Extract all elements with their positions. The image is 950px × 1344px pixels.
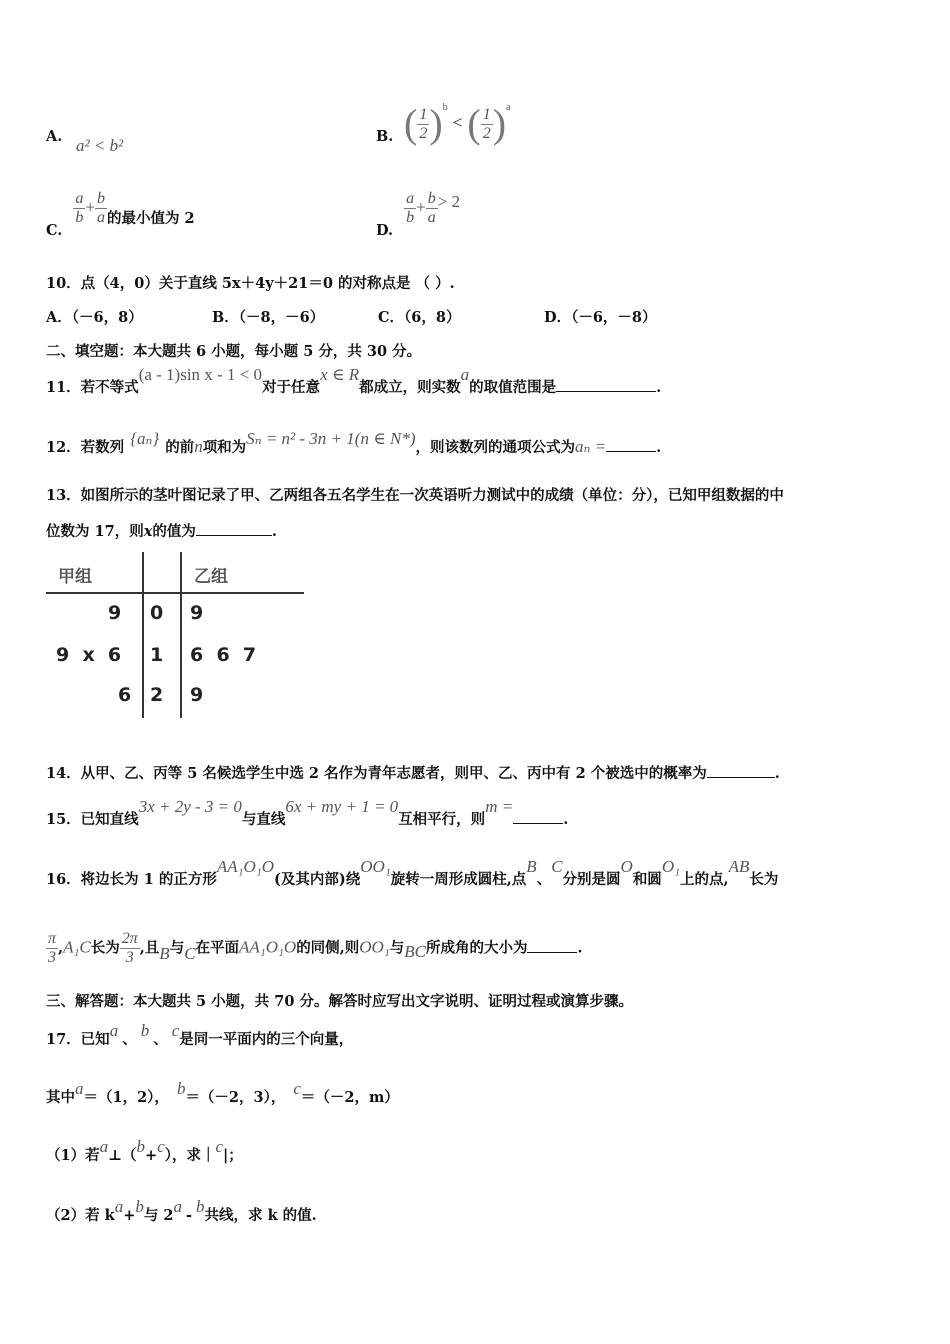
q9-option-a-expr: a² < b²	[76, 136, 124, 155]
text-span: 、	[122, 1031, 137, 1048]
answer-blank	[513, 809, 563, 824]
text-span: n	[194, 437, 203, 456]
text-span: ⊥（	[108, 1147, 137, 1164]
text-span: ＝（1，2），	[83, 1089, 169, 1106]
text-span: 3x + 2y - 3 = 0	[138, 797, 242, 816]
fraction	[120, 930, 140, 967]
fraction	[95, 190, 107, 227]
text-span: （1）若	[46, 1147, 100, 1164]
text-span: a	[99, 1137, 109, 1156]
text-span: 所成角的大小为	[425, 939, 528, 957]
q17-stem	[46, 1021, 354, 1049]
text-span: .	[271, 523, 277, 540]
text-span: a	[173, 1197, 182, 1216]
text-span: BC	[404, 941, 426, 961]
q17-part2	[46, 1197, 317, 1225]
text-span: 都成立，则实数	[359, 379, 461, 396]
text-span: a	[114, 1197, 124, 1216]
exponent: b	[442, 102, 448, 113]
text-span: 15．已知直线	[46, 811, 139, 828]
left-header: 甲组	[58, 567, 92, 587]
text-span: 旋转一周形成圆柱,点	[390, 871, 527, 888]
q9-option-b	[376, 128, 393, 145]
text-span: C．	[378, 309, 405, 326]
stem-divider-left	[142, 552, 144, 718]
text-span: （6，8）	[404, 309, 461, 326]
text-span: +	[416, 197, 426, 217]
text-span: 的同侧,则	[296, 939, 360, 957]
text-span: 16．将边长为 1 的正方形	[46, 871, 217, 888]
text-span: 3	[125, 949, 134, 966]
row-1-left: 9 x 6	[56, 644, 122, 666]
text-span: 项和为	[202, 439, 247, 456]
text-span: x ∈ R	[320, 365, 360, 384]
text-span: 在平面	[195, 939, 240, 957]
text-span: 对于任意	[262, 379, 321, 396]
text-span: b	[75, 209, 84, 226]
option-label: A.	[46, 128, 63, 145]
q16-line1	[46, 857, 779, 889]
text-span: 其中	[46, 1089, 75, 1106]
less-than: <	[452, 113, 463, 132]
text-span: ＝（－2，m）	[300, 1089, 399, 1106]
text-span: （－8，－6）	[238, 309, 325, 326]
text-span: c	[215, 1137, 224, 1156]
fraction	[481, 106, 493, 143]
text-span: c	[157, 1137, 165, 1156]
text-span: AA₁O₁O	[216, 857, 275, 876]
text-span: 共线，求 k 的值.	[204, 1207, 317, 1224]
text-span: B	[159, 943, 170, 963]
parenthesis: (	[467, 101, 481, 146]
text-span: b	[427, 190, 436, 207]
text-span: 17．已知	[46, 1031, 110, 1048]
text-span: a	[75, 190, 84, 207]
option-label: B.	[376, 128, 394, 145]
text-span: ,且	[139, 939, 160, 957]
text-span: （－6，8）	[71, 309, 143, 326]
header-divider	[46, 592, 304, 594]
row-0-left: 9	[108, 602, 122, 624]
arc-a1c: A₁C	[63, 937, 91, 957]
text-span: O₁	[661, 857, 680, 876]
text-span: 、	[153, 1031, 168, 1048]
fraction	[73, 190, 85, 227]
text-span: c	[293, 1079, 301, 1098]
text-span: ＝（－2，3），	[185, 1089, 286, 1106]
text-span: (及其内部)绕	[274, 871, 361, 888]
text-span: b	[135, 1197, 144, 1216]
q9-option-b-expr	[404, 101, 511, 146]
section-3-heading: 三、解答题：本大题共 5 小题，共 70 分。解答时应写出文字说明、证明过程或演算步骤。	[46, 993, 633, 1010]
text-span: a	[97, 209, 105, 226]
text-span: OO₁	[360, 857, 391, 876]
parenthesis: )	[429, 101, 443, 146]
text-span: a	[427, 209, 436, 226]
option-c-text: 的最小值为 2	[107, 209, 195, 227]
parenthesis: (	[404, 101, 418, 146]
text-span: m =	[485, 797, 514, 816]
text-span: 上的点,	[680, 871, 729, 888]
q14	[46, 762, 780, 783]
text-span: +	[145, 1147, 158, 1164]
text-span: 2π	[121, 930, 138, 947]
text-span: b	[140, 1021, 150, 1040]
text-span: c	[171, 1021, 180, 1040]
text-span: 的值为	[152, 523, 196, 540]
text-span: {aₙ}	[130, 429, 160, 448]
arc-ab: AB	[728, 857, 750, 876]
option-label: C.	[46, 221, 63, 239]
row-1-stem: 1	[150, 644, 164, 666]
text-span: b	[97, 190, 105, 207]
text-span: 是同一平面内的三个向量，	[179, 1031, 354, 1048]
text-span: .	[577, 939, 583, 957]
text-span: 6x + my + 1 = 0	[285, 797, 399, 816]
text-span: 2	[419, 124, 428, 142]
fraction	[404, 190, 416, 227]
stem-leaf-plot	[46, 552, 308, 720]
text-span: .	[656, 439, 662, 456]
text-span: 14．从甲、乙、丙等 5 名候选学生中选 2 名作为青年志愿者，则甲、乙、丙中有 2 个被选中的概率为	[46, 765, 707, 782]
q10-option-b	[212, 306, 324, 327]
text-span: a	[75, 1079, 84, 1098]
text-span: +	[123, 1207, 136, 1224]
text-span: （－6，－8）	[571, 309, 657, 326]
q15	[46, 797, 569, 829]
q9-option-d	[376, 190, 461, 239]
option-label: D.	[376, 221, 394, 239]
text-span: 长为	[749, 871, 779, 888]
q10-option-d	[544, 306, 657, 327]
q9-option-a	[46, 128, 62, 145]
exponent: a	[506, 102, 511, 113]
section-2-heading: 二、填空题：本大题共 6 小题，每小题 5 分，共 30 分。	[46, 343, 422, 360]
answer-blank	[606, 437, 656, 452]
text-span: x	[143, 523, 153, 540]
text-span: 与直线	[241, 811, 286, 828]
row-2-stem: 2	[150, 684, 164, 706]
text-span: B	[526, 857, 537, 876]
q17-part1	[46, 1137, 243, 1165]
text-span: .	[563, 811, 569, 828]
option-d-tail: > 2	[437, 191, 461, 211]
q10-option-a	[46, 306, 143, 327]
text-span: 与 2	[143, 1207, 174, 1224]
fraction	[46, 930, 58, 967]
text-span: π	[48, 930, 57, 947]
answer-blank	[196, 521, 272, 536]
text-span: （2）若 k	[46, 1207, 115, 1224]
text-span: b	[176, 1079, 186, 1098]
row-2-left: 6	[118, 684, 132, 706]
text-span: a	[460, 365, 470, 384]
answer-blank	[707, 763, 775, 778]
q10-option-c	[378, 306, 460, 327]
text-span: 互相平行，则	[398, 811, 486, 828]
text-span: 的前	[165, 439, 195, 456]
text-span: 1	[419, 105, 428, 123]
text-span: 和圆	[632, 871, 662, 888]
q16-line2	[46, 930, 583, 967]
q17-given	[46, 1079, 399, 1107]
text-span: b	[136, 1137, 146, 1156]
right-header: 乙组	[194, 567, 228, 587]
text-span: ，则该数列的通项公式为	[415, 439, 576, 456]
text-span: ,	[58, 939, 64, 957]
text-span: .	[774, 765, 780, 782]
text-span: Sₙ = n² - 3n + 1(n ∈ N*)	[246, 429, 416, 448]
text-span: ），求｜	[164, 1147, 216, 1164]
text-span: D．	[544, 309, 572, 326]
text-span: 2	[482, 124, 491, 142]
text-span: 长为	[90, 939, 120, 957]
answer-blank	[527, 938, 577, 953]
text-span: B．	[212, 309, 239, 326]
text-span: OO₁	[359, 937, 390, 957]
inequality: (a - 1)sin x - 1 < 0	[138, 365, 263, 384]
q11	[46, 365, 662, 397]
text-span: 、	[536, 871, 552, 888]
text-span: O	[620, 857, 633, 876]
q13-line1: 13．如图所示的茎叶图记录了甲、乙两组各五名学生在一次英语听力测试中的成绩（单位：分），已知甲组数据的中	[46, 487, 784, 504]
row-1-right: 6 6 7	[190, 644, 257, 666]
text-span: 位数为 17，则	[46, 523, 144, 540]
row-0-stem: 0	[150, 602, 164, 624]
stem-divider-right	[180, 552, 182, 718]
text-span: AA₁O₁O	[239, 937, 297, 957]
q10-stem: 10．点（4，0）关于直线 5x＋4y＋21＝0 的对称点是 （ ）.	[46, 275, 455, 292]
text-span: -	[185, 1207, 193, 1224]
q13-line2	[46, 520, 277, 541]
text-span: 12．若数列	[46, 439, 125, 456]
text-span: +	[85, 197, 95, 217]
text-span: .	[656, 379, 662, 396]
text-span: 11．若不等式	[46, 379, 139, 396]
text-span: 的取值范围是	[469, 379, 557, 396]
fraction	[426, 190, 438, 227]
fraction	[417, 106, 429, 143]
text-span: 与	[169, 939, 185, 957]
text-span: |；	[223, 1147, 243, 1164]
row-0-right: 9	[190, 602, 204, 624]
text-span: C	[551, 857, 563, 876]
text-span: 3	[48, 949, 56, 966]
text-span: b	[196, 1197, 205, 1216]
q12	[46, 429, 662, 457]
text-span: a	[109, 1021, 119, 1040]
text-span: aₙ =	[575, 437, 607, 456]
row-2-right: 9	[190, 684, 204, 706]
text-span: 与	[389, 939, 405, 957]
text-span: 分别是圆	[562, 871, 621, 888]
text-span: A．	[46, 309, 72, 326]
text-span: 1	[482, 105, 491, 123]
text-span: a	[406, 190, 415, 207]
q9-option-c	[46, 190, 195, 239]
text-span: C	[184, 943, 196, 963]
parenthesis: )	[492, 101, 507, 146]
text-span: b	[406, 209, 415, 226]
answer-blank	[556, 377, 656, 392]
